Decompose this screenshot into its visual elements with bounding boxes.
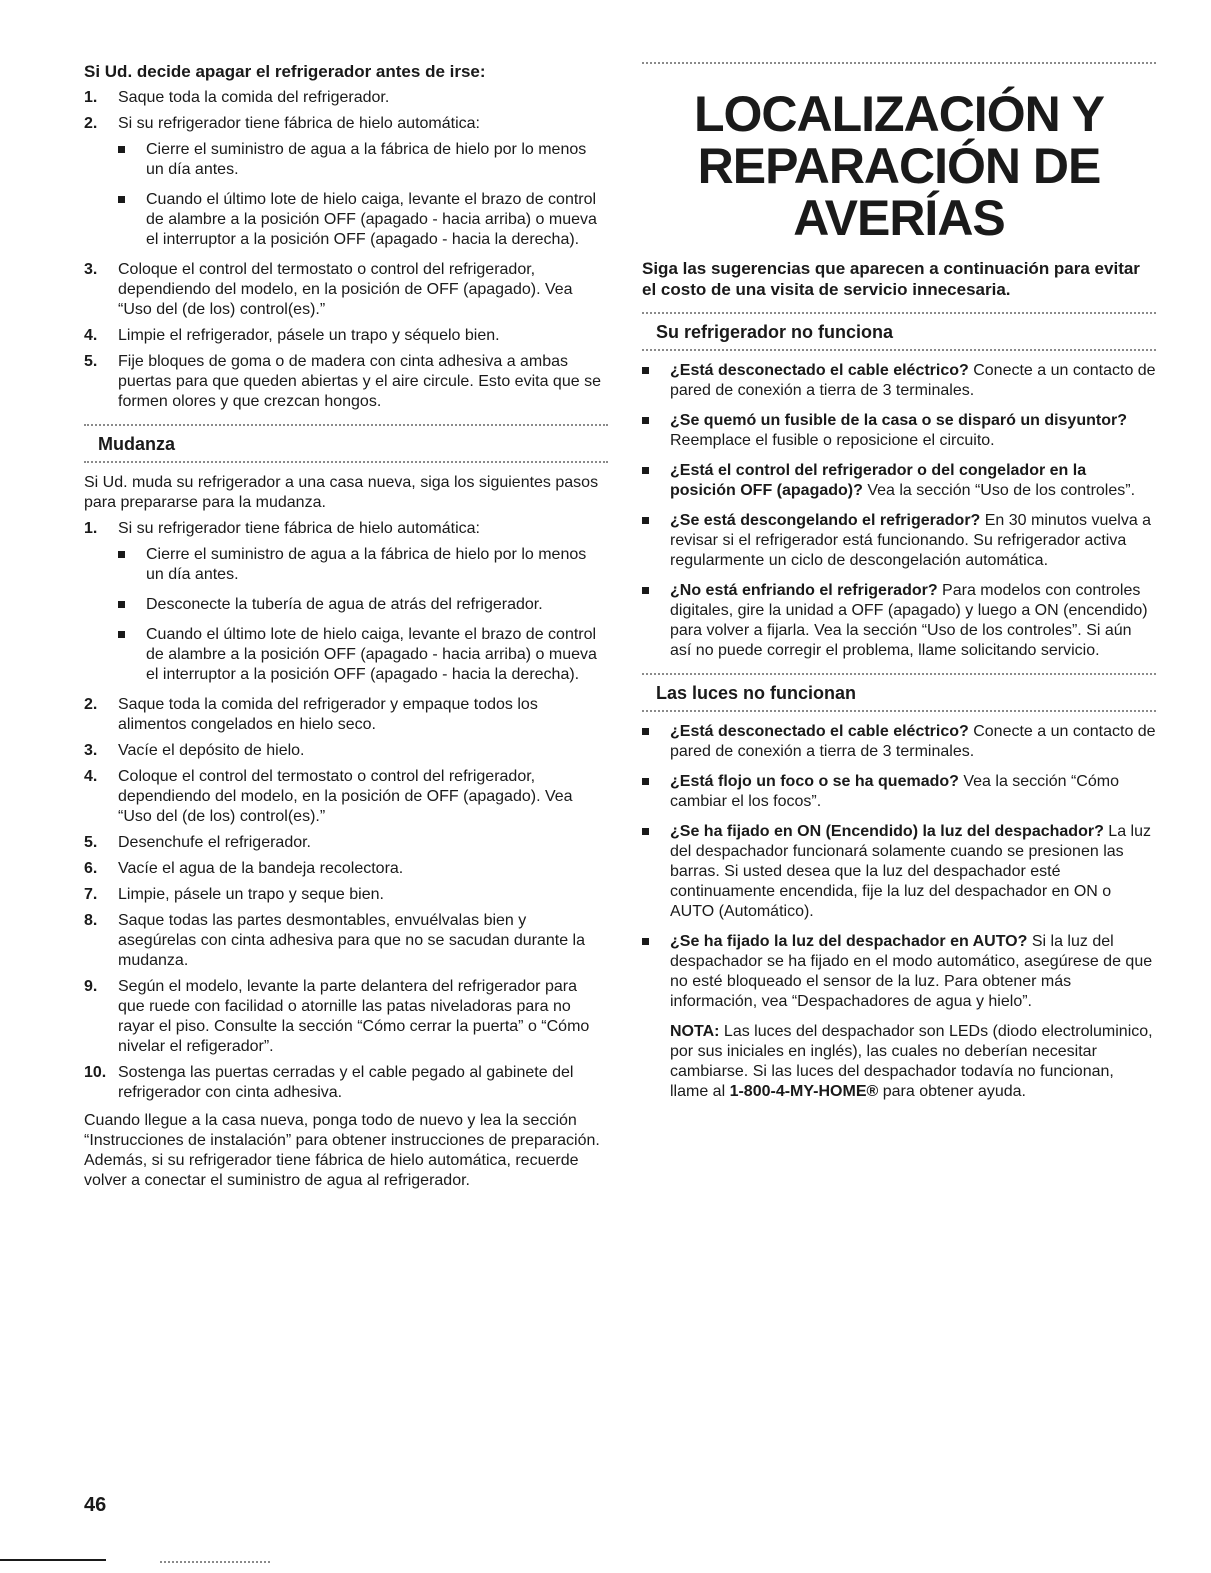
mudanza-closing: Cuando llegue a la casa nueva, ponga todo de nuevo y lea la sección “Instrucciones de instalación” para obtener instrucciones de preparación. Además, si su refrigerador tiene fábrica de hielo automática, recuerde volver a conectar el suministro de agua al refrigerador. [84,1112,600,1189]
list-item [84,326,608,346]
step-number: 7. [84,886,98,903]
question-text: ¿Se quemó un fusible de la casa o se disparó un disyuntor? [670,412,1127,429]
section-title: Su refrigerador no funciona [656,322,894,342]
bullet-text: Cierre el suministro de agua a la fábrica de hielo por lo menos un día antes. [146,141,587,178]
question-text: ¿Está flojo un foco o se ha quemado? [670,773,959,790]
step-number: 2. [84,115,98,132]
step-text: Saque toda la comida del refrigerador. [118,89,390,106]
title-line: REPARACIÓN DE [697,138,1101,194]
answer-text: En 30 minutos vuelva a revisar si el refrigerador está funcionando. Su refrigerador activa regularmente un ciclo de descongelación automática. [670,512,1152,569]
square-bullet-icon [642,938,649,945]
step-number: 10. [84,1064,107,1081]
square-bullet-icon [642,587,649,594]
list-item [84,114,608,250]
answer-text: Si la luz del despachador se ha fijado en el modo automático, asegúrese de que no esté bloqueado el sensor de la luz. Para obtener más información, vea “Despachadores de agua y hielo”. [670,933,1153,1010]
answer-text: Reemplace el fusible o reposicione el circuito. [670,432,995,449]
square-bullet-icon [642,467,649,474]
note-text: Las luces del despachador son LEDs (diodo electroluminico, por sus iniciales en inglés), las cuales no deberían necesitar cambiarse. Si las luces del despachador todavía no funcionan, llame al [670,1023,1153,1100]
bullet-item [118,625,608,685]
step-text: Si su refrigerador tiene fábrica de hielo automática: [118,115,480,132]
bullet-item [642,822,1156,922]
shutdown-steps [84,88,608,412]
bullet-text: Cuando el último lote de hielo caiga, levante el brazo de control de alambre a la posición OFF (apagado - hacia arriba) o mueva el interruptor a la posición OFF (apagado - hacia la derecha). [146,191,597,248]
bullet-item [642,461,1156,501]
question-text: ¿No está enfriando el refrigerador? [670,582,938,599]
bullet-item [642,932,1156,1012]
list-item [84,741,608,761]
step-text: Si su refrigerador tiene fábrica de hielo automática: [118,520,480,537]
step-text: Fije bloques de goma o de madera con cinta adhesiva a ambas puertas para que queden abiertas y el aire circule. Esto evita que se formen olores y que crezcan hongos. [118,353,601,410]
title-line: AVERÍAS [793,190,1005,246]
square-bullet-icon [642,728,649,735]
divider [642,710,1156,714]
section-title: Las luces no funcionan [656,683,857,703]
step-text: Desenchufe el refrigerador. [118,834,311,851]
answer-text: Conecte a un contacto de pared de conexión a tierra de 3 terminales. [670,362,1156,399]
square-bullet-icon [642,517,649,524]
right-column [642,62,1156,1102]
note-text-end: para obtener ayuda. [878,1083,1026,1100]
bullet-list [118,545,608,685]
note-label: NOTA: [670,1023,720,1040]
step-number: 4. [84,327,98,344]
step-number: 2. [84,696,98,713]
bullet-text: Cuando el último lote de hielo caiga, levante el brazo de control de alambre a la posición OFF (apagado - hacia arriba) o mueva el interruptor a la posición OFF (apagado - hacia la derecha). [146,626,597,683]
answer-text: Vea la sección “Uso de los controles”. [862,482,1136,499]
step-number: 9. [84,978,98,995]
step-number: 5. [84,834,98,851]
square-bullet-icon [642,778,649,785]
list-item [84,260,608,320]
answer-text: La luz del despachador funcionará solamente cuando se presionen las barras. Si usted desea que la luz del despachador esté continuamente encendida, fije la luz del despachador en ON o AUTO (Automático). [670,823,1151,920]
bullet-item [118,140,608,180]
step-number: 4. [84,768,98,785]
bullet-item [642,411,1156,451]
section-header [642,312,1156,353]
square-bullet-icon [642,367,649,374]
step-number: 3. [84,261,98,278]
bullet-item [642,772,1156,812]
bullet-item [642,511,1156,571]
bullet-item [642,722,1156,762]
list-item [84,88,608,108]
bullet-text: Cierre el suministro de agua a la fábrica de hielo por lo menos un día antes. [146,546,587,583]
list-item [84,977,608,1057]
square-bullet-icon [118,631,125,638]
question-text: ¿Se está descongelando el refrigerador? [670,512,981,529]
troubleshooting-list [642,722,1156,1012]
shutdown-heading: Si Ud. decide apagar el refrigerador antes de irse: [84,62,486,81]
question-text: ¿Está desconectado el cable eléctrico? [670,723,969,740]
step-text: Sostenga las puertas cerradas y el cable pegado al gabinete del refrigerador con cinta adhesiva. [118,1064,574,1101]
footer-rule [0,1559,106,1561]
divider [642,349,1156,353]
list-item [84,859,608,879]
square-bullet-icon [642,417,649,424]
bullet-item [642,361,1156,401]
step-number: 6. [84,860,98,877]
page-number: 46 [84,1494,107,1516]
list-item [84,833,608,853]
bullet-item [118,545,608,585]
divider [642,62,1156,66]
step-text: Vacíe el depósito de hielo. [118,742,305,759]
list-item [84,519,608,685]
step-number: 8. [84,912,98,929]
step-text: Coloque el control del termostato o control del refrigerador, dependiendo del modelo, en la posición de OFF (apagado). Vea “Uso del (de los) control(es).” [118,768,573,825]
list-item [84,911,608,971]
left-column [84,62,608,1197]
mudanza-intro: Si Ud. muda su refrigerador a una casa nueva, siga los siguientes pasos para prepararse para la mudanza. [84,474,599,511]
bullet-list [118,140,608,250]
square-bullet-icon [118,601,125,608]
step-text: Limpie, pásele un trapo y seque bien. [118,886,384,903]
bullet-item [642,581,1156,661]
bullet-item [118,595,608,615]
phone-number: 1-800-4-MY-HOME® [729,1083,879,1100]
mudanza-steps [84,519,608,1103]
square-bullet-icon [118,146,125,153]
list-item [84,767,608,827]
question-text: ¿Está el control del refrigerador o del congelador en la posición OFF (apagado)? [670,462,1087,499]
answer-text: Vea la sección “Cómo cambiar el los focos”. [670,773,1119,810]
step-text: Vacíe el agua de la bandeja recolectora. [118,860,404,877]
divider [84,461,608,465]
question-text: ¿Se ha fijado en ON (Encendido) la luz del despachador? [670,823,1104,840]
section-title: Mudanza [98,434,176,454]
question-text: ¿Se ha fijado la luz del despachador en AUTO? [670,933,1028,950]
section-header [642,673,1156,714]
step-number: 1. [84,89,98,106]
step-text: Según el modelo, levante la parte delantera del refrigerador para que ruede con facilidad o atornille las patas niveladoras para no rayar el piso. Consulte la sección “Cómo cerrar la puerta” o “Cómo nivelar el refigerador”. [118,978,590,1055]
page-title [642,88,1156,244]
step-text: Coloque el control del termostato o control del refrigerador, dependiendo del modelo, en la posición de OFF (apagado). Vea “Uso del (de los) control(es).” [118,261,573,318]
bullet-text: Desconecte la tubería de agua de atrás del refrigerador. [146,596,543,613]
list-item [84,352,608,412]
square-bullet-icon [642,828,649,835]
step-text: Saque todas las partes desmontables, envuélvalas bien y asegúrelas con cinta adhesiva para que no se sacudan durante la mudanza. [118,912,585,969]
troubleshooting-list [642,361,1156,661]
lead-text: Siga las sugerencias que aparecen a continuación para evitar el costo de una visita de servicio innecesaria. [642,259,1140,299]
list-item [84,885,608,905]
square-bullet-icon [118,196,125,203]
step-text: Saque toda la comida del refrigerador y empaque todos los alimentos congelados en hielo seco. [118,696,538,733]
footer-dotted-rule [160,1561,270,1563]
list-item [84,1063,608,1103]
bullet-item [118,190,608,250]
step-number: 5. [84,353,98,370]
step-number: 3. [84,742,98,759]
answer-text: Conecte a un contacto de pared de conexión a tierra de 3 terminales. [670,723,1156,760]
square-bullet-icon [118,551,125,558]
answer-text: Para modelos con controles digitales, gire la unidad a OFF (apagado) y luego a ON (encendido) para volver a fijarla. Vea la sección “Uso de los controles”. Si aún así no puede corregir el problema, llame solicitando servicio. [670,582,1148,659]
note-paragraph [642,1022,1156,1102]
step-text: Limpie el refrigerador, pásele un trapo y séquelo bien. [118,327,500,344]
step-number: 1. [84,520,98,537]
title-line: LOCALIZACIÓN Y [693,86,1105,142]
question-text: ¿Está desconectado el cable eléctrico? [670,362,969,379]
mudanza-section-header [84,424,608,465]
list-item [84,695,608,735]
